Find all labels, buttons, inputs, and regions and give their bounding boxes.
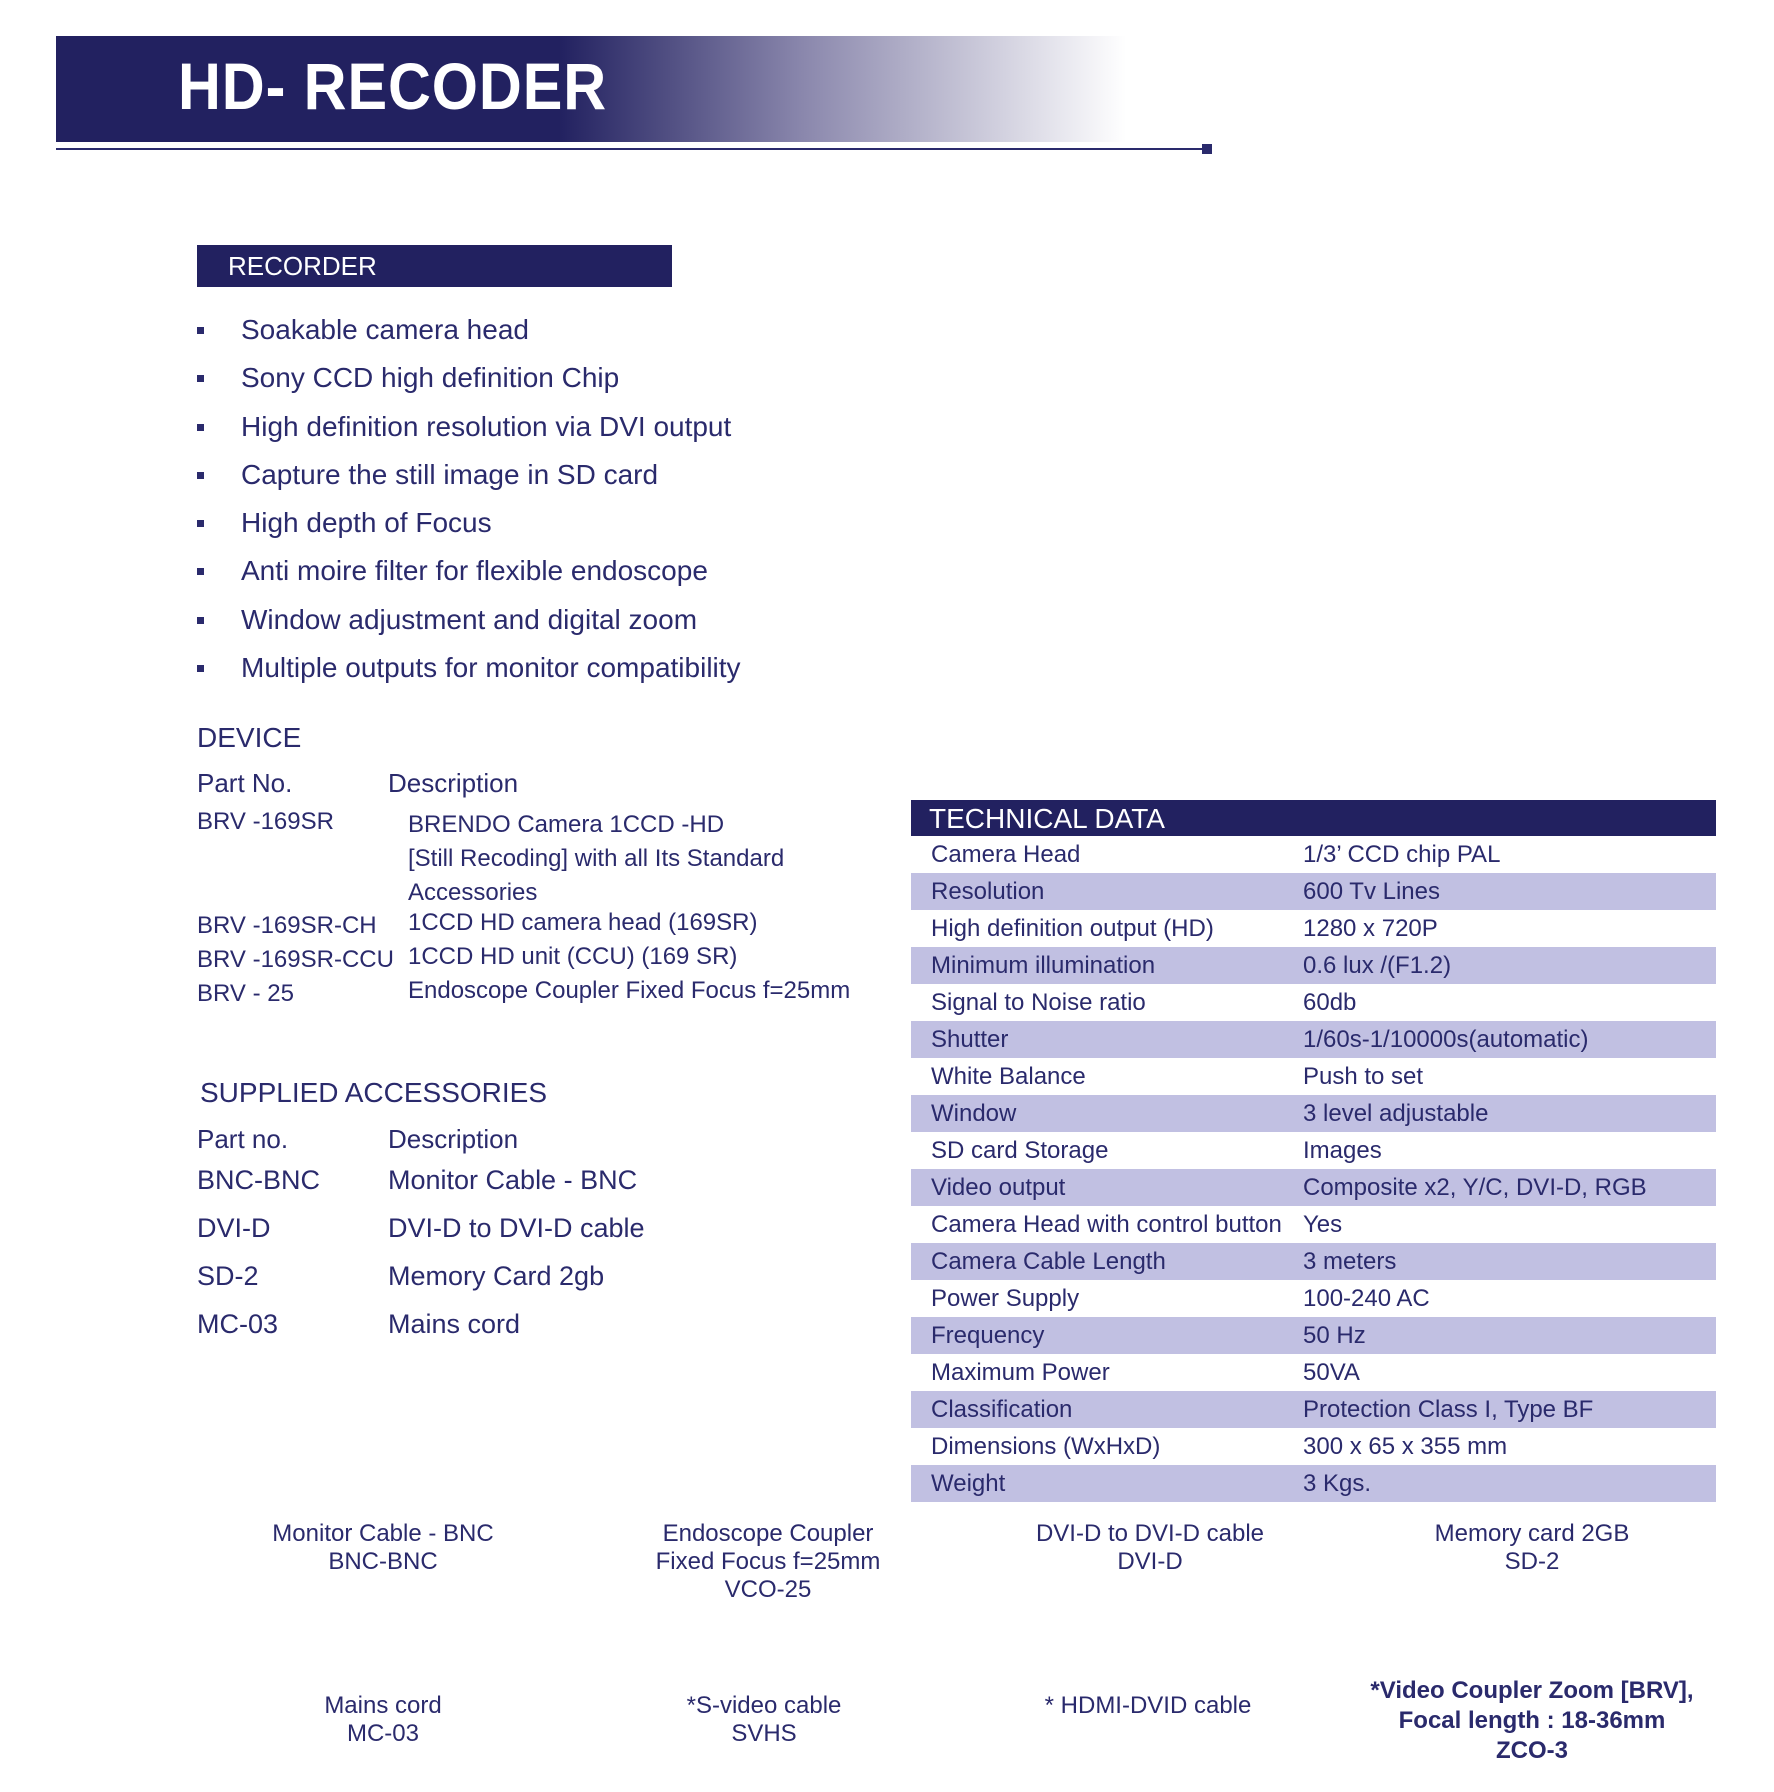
table-row: Weight 3 Kgs. [911, 1465, 1716, 1502]
table-row: White Balance Push to set [931, 1062, 1424, 1090]
feature-list [197, 306, 741, 692]
accessory-description: Monitor Cable - BNC [388, 1165, 638, 1195]
product-caption: * HDMI-DVID cable [1044, 1692, 1252, 1719]
table-row: SD card Storage Images [931, 1136, 1382, 1164]
accessory-part-number: MC-03 [197, 1309, 279, 1339]
accessory-description: DVI-D to DVI-D cable [388, 1213, 645, 1243]
list-item: High depth of Focus [197, 499, 741, 547]
list-item: Soakable camera head [197, 306, 741, 354]
list-item: Sony CCD high definition Chip [197, 354, 741, 402]
device-heading: DEVICE [197, 722, 302, 753]
table-row: Classification Protection Class I, Type BF [911, 1391, 1716, 1428]
product-caption: DVI-D to DVI-D cable DVI-D [1035, 1520, 1265, 1575]
list-item: Anti moire filter for flexible endoscope [197, 547, 741, 595]
accessory-description: Memory Card 2gb [388, 1261, 605, 1291]
bullet-icon [197, 520, 204, 527]
product-caption: Endoscope Coupler Fixed Focus f=25mm VCO-25 [655, 1520, 881, 1603]
device-part-number: BRV - 25 [197, 980, 294, 1007]
list-item: Capture the still image in SD card [197, 451, 741, 499]
product-caption: Memory card 2GB SD-2 [1434, 1520, 1630, 1575]
table-row: Window 3 level adjustable [911, 1095, 1716, 1132]
bullet-icon [197, 375, 204, 382]
bullet-icon [197, 424, 204, 431]
table-row: Frequency 50 Hz [911, 1317, 1716, 1354]
header-divider-end [1202, 144, 1212, 154]
header-divider [56, 148, 1208, 150]
accessory-part-number: SD-2 [197, 1261, 259, 1291]
recorder-section-label: RECORDER [197, 245, 672, 287]
bullet-icon [197, 568, 204, 575]
list-item: Window adjustment and digital zoom [197, 596, 741, 644]
product-caption: Mains cord MC-03 [324, 1692, 442, 1747]
accessory-description: Mains cord [388, 1309, 521, 1339]
list-item: High definition resolution via DVI output [197, 403, 741, 451]
device-description: Endoscope Coupler Fixed Focus f=25mm [408, 977, 851, 1004]
device-col-description: Description [388, 768, 519, 798]
table-row: Resolution 600 Tv Lines [911, 873, 1716, 910]
table-row: Minimum illumination 0.6 lux /(F1.2) [911, 947, 1716, 984]
device-part-number: BRV -169SR-CH [197, 912, 377, 939]
device-part-number: BRV -169SR [197, 808, 334, 835]
table-row: Camera Cable Length 3 meters [911, 1243, 1716, 1280]
accessory-part-number: BNC-BNC [197, 1165, 321, 1195]
table-row: Maximum Power 50VA [931, 1358, 1360, 1386]
product-caption: *S-video cable SVHS [686, 1692, 842, 1747]
table-row: Camera Head 1/3’ CCD chip PAL [931, 840, 1501, 868]
table-row: Shutter 1/60s-1/10000s(automatic) [911, 1021, 1716, 1058]
product-caption: *Video Coupler Zoom [BRV], Focal length : 18-36mm ZCO-3 [1370, 1677, 1694, 1764]
table-row: Video output Composite x2, Y/C, DVI-D, RGB [911, 1169, 1716, 1206]
accessories-col-description: Description [388, 1124, 519, 1154]
device-description: BRENDO Camera 1CCD -HD [Still Recoding] with all Its Standard Accessories [408, 811, 785, 906]
bullet-icon [197, 472, 204, 479]
accessory-part-number: DVI-D [197, 1213, 271, 1243]
technical-data-heading: TECHNICAL DATA [911, 800, 1716, 836]
table-row: Signal to Noise ratio 60db [931, 988, 1357, 1016]
table-row: Dimensions (WxHxD) 300 x 65 x 355 mm [931, 1432, 1508, 1460]
device-description: 1CCD HD unit (CCU) (169 SR) [408, 943, 738, 970]
device-description: 1CCD HD camera head (169SR) [408, 909, 758, 936]
table-row: High definition output (HD) 1280 x 720P [931, 914, 1438, 942]
table-row: Power Supply 100-240 AC [931, 1284, 1430, 1312]
bullet-icon [197, 665, 204, 672]
device-part-number: BRV -169SR-CCU [197, 946, 394, 973]
page-title: HD- RECODER [178, 49, 608, 123]
table-row: Camera Head with control button Yes [931, 1210, 1343, 1238]
bullet-icon [197, 327, 204, 334]
list-item: Multiple outputs for monitor compatibility [197, 644, 741, 692]
technical-data-table [911, 836, 1716, 1502]
device-col-part: Part No. [197, 768, 293, 798]
accessories-heading: SUPPLIED ACCESSORIES [200, 1077, 548, 1108]
bullet-icon [197, 617, 204, 624]
product-caption: Monitor Cable - BNC BNC-BNC [272, 1520, 494, 1575]
accessories-col-part: Part no. [197, 1124, 289, 1154]
